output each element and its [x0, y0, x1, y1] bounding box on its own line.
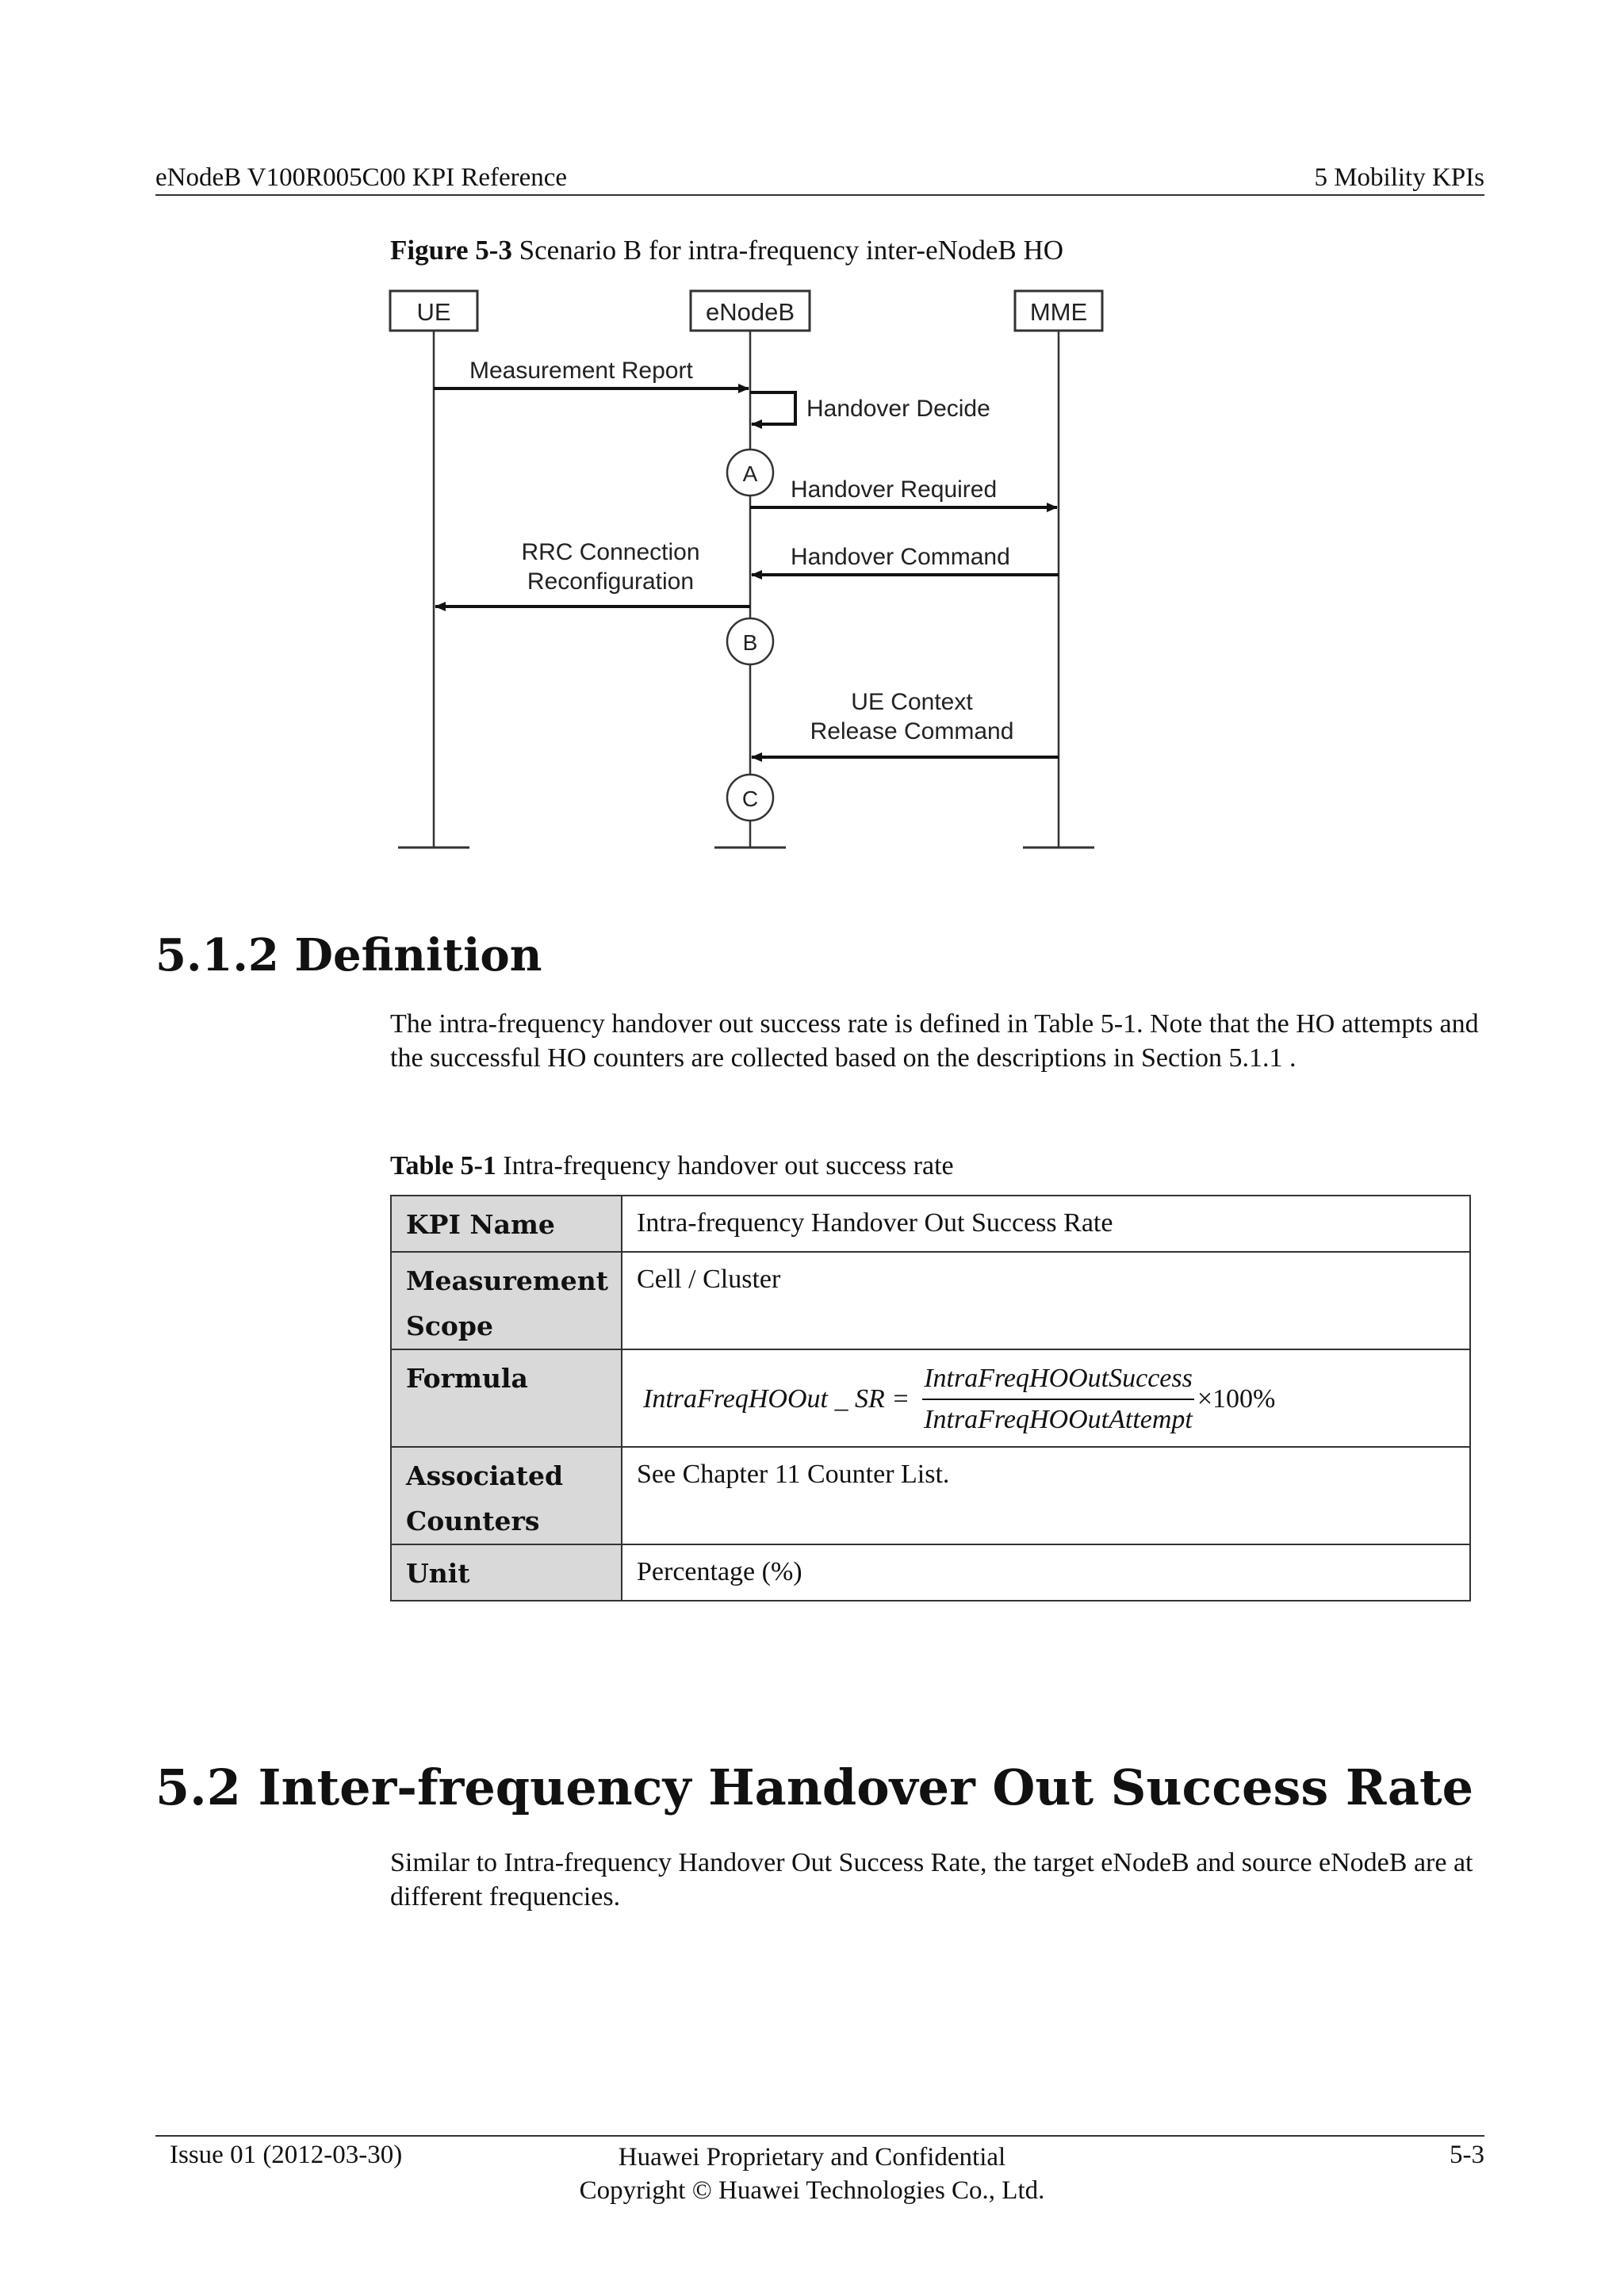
point-c [727, 775, 773, 821]
footer-confidential: Huawei Proprietary and Confidential [618, 2143, 1006, 2172]
figure-caption [390, 235, 1063, 266]
table-row-value: Percentage (%) [622, 1544, 1470, 1601]
entity-mme [1015, 291, 1102, 331]
table-row-value: See Chapter 11 Counter List. [622, 1447, 1470, 1544]
arrow-handover-decide [750, 392, 795, 424]
header-document-title: eNodeB V100R005C00 KPI Reference [155, 163, 568, 192]
entity-enodeb-label: eNodeB [705, 298, 795, 326]
point-a [727, 450, 773, 496]
header-chapter-title: 5 Mobility KPIs [1314, 163, 1484, 192]
table-row [391, 1349, 1470, 1447]
formula-multiplier: ×100% [1197, 1384, 1276, 1414]
entity-mme-label: MME [1029, 298, 1088, 326]
definition-paragraph: The intra-frequency handover out success rate is defined in Table 5-1. Note that the HO attempts and the successful HO counters are collected based on the descriptions in Section 5.1.1 . [390, 1009, 1479, 1073]
label-measurement-report: Measurement Report [469, 358, 693, 384]
footer-copyright [0, 2141, 1624, 2207]
table-label: Table 5-1 [390, 1151, 496, 1181]
formula-fraction [922, 1362, 1194, 1437]
entity-ue [390, 291, 477, 331]
table-row-value: Cell / Cluster [622, 1252, 1470, 1349]
table-row-key: Formula [391, 1349, 622, 1447]
table-caption [390, 1151, 954, 1181]
sequence-diagram [381, 281, 1126, 856]
table-row [391, 1544, 1470, 1601]
entity-enodeb [691, 291, 810, 331]
section-heading-definition: 5.1.2 Definition [155, 929, 542, 982]
kpi-formula [643, 1362, 1457, 1437]
header-divider [155, 194, 1484, 196]
table-row-key: Associated Counters [391, 1447, 622, 1544]
table-row [391, 1196, 1470, 1252]
section-heading-inter-frequency: 5.2 Inter-frequency Handover Out Success Rate [155, 1758, 1474, 1816]
footer-page-number: 5-3 [1450, 2141, 1484, 2169]
formula-numerator: IntraFreqHOOutSuccess [922, 1362, 1194, 1400]
footer-divider [155, 2135, 1484, 2137]
kpi-definition-table [390, 1195, 1471, 1601]
table-row-key: KPI Name [391, 1196, 622, 1252]
footer-issue: Issue 01 (2012-03-30) [170, 2141, 403, 2169]
table-row [391, 1252, 1470, 1349]
table-row-key: Unit [391, 1544, 622, 1601]
table-row [391, 1447, 1470, 1544]
table-caption-text: Intra-frequency handover out success rate [503, 1151, 954, 1181]
label-ue-context-line2: Release Command [810, 718, 1014, 744]
formula-denominator: IntraFreqHOOutAttempt [924, 1405, 1193, 1434]
table-row-value: Intra-frequency Handover Out Success Rate [622, 1196, 1470, 1252]
label-rrc-line1: RRC Connection [521, 539, 700, 565]
label-handover-command: Handover Command [791, 544, 1010, 570]
point-b [727, 618, 773, 664]
footer-copyright-line: Copyright © Huawei Technologies Co., Ltd. [579, 2176, 1045, 2205]
point-a-label: A [742, 461, 758, 486]
figure-caption-text: Scenario B for intra-frequency inter-eNodeB HO [519, 235, 1064, 266]
label-rrc-line2: Reconfiguration [527, 568, 695, 595]
entity-ue-label: UE [416, 298, 451, 326]
label-handover-required: Handover Required [791, 476, 998, 503]
point-c-label: C [741, 786, 759, 811]
formula-lhs: IntraFreqHOOut _ SR = [643, 1384, 910, 1414]
label-handover-decide: Handover Decide [806, 396, 990, 422]
label-ue-context-line1: UE Context [851, 689, 973, 715]
table-row-key: Measurement Scope [391, 1252, 622, 1349]
figure-label: Figure 5-3 [390, 235, 512, 266]
formula-cell [622, 1349, 1470, 1447]
inter-frequency-paragraph: Similar to Intra-frequency Handover Out Success Rate, the target eNodeB and source eNodeB are at different frequencies. [390, 1848, 1473, 1911]
point-b-label: B [742, 630, 758, 655]
